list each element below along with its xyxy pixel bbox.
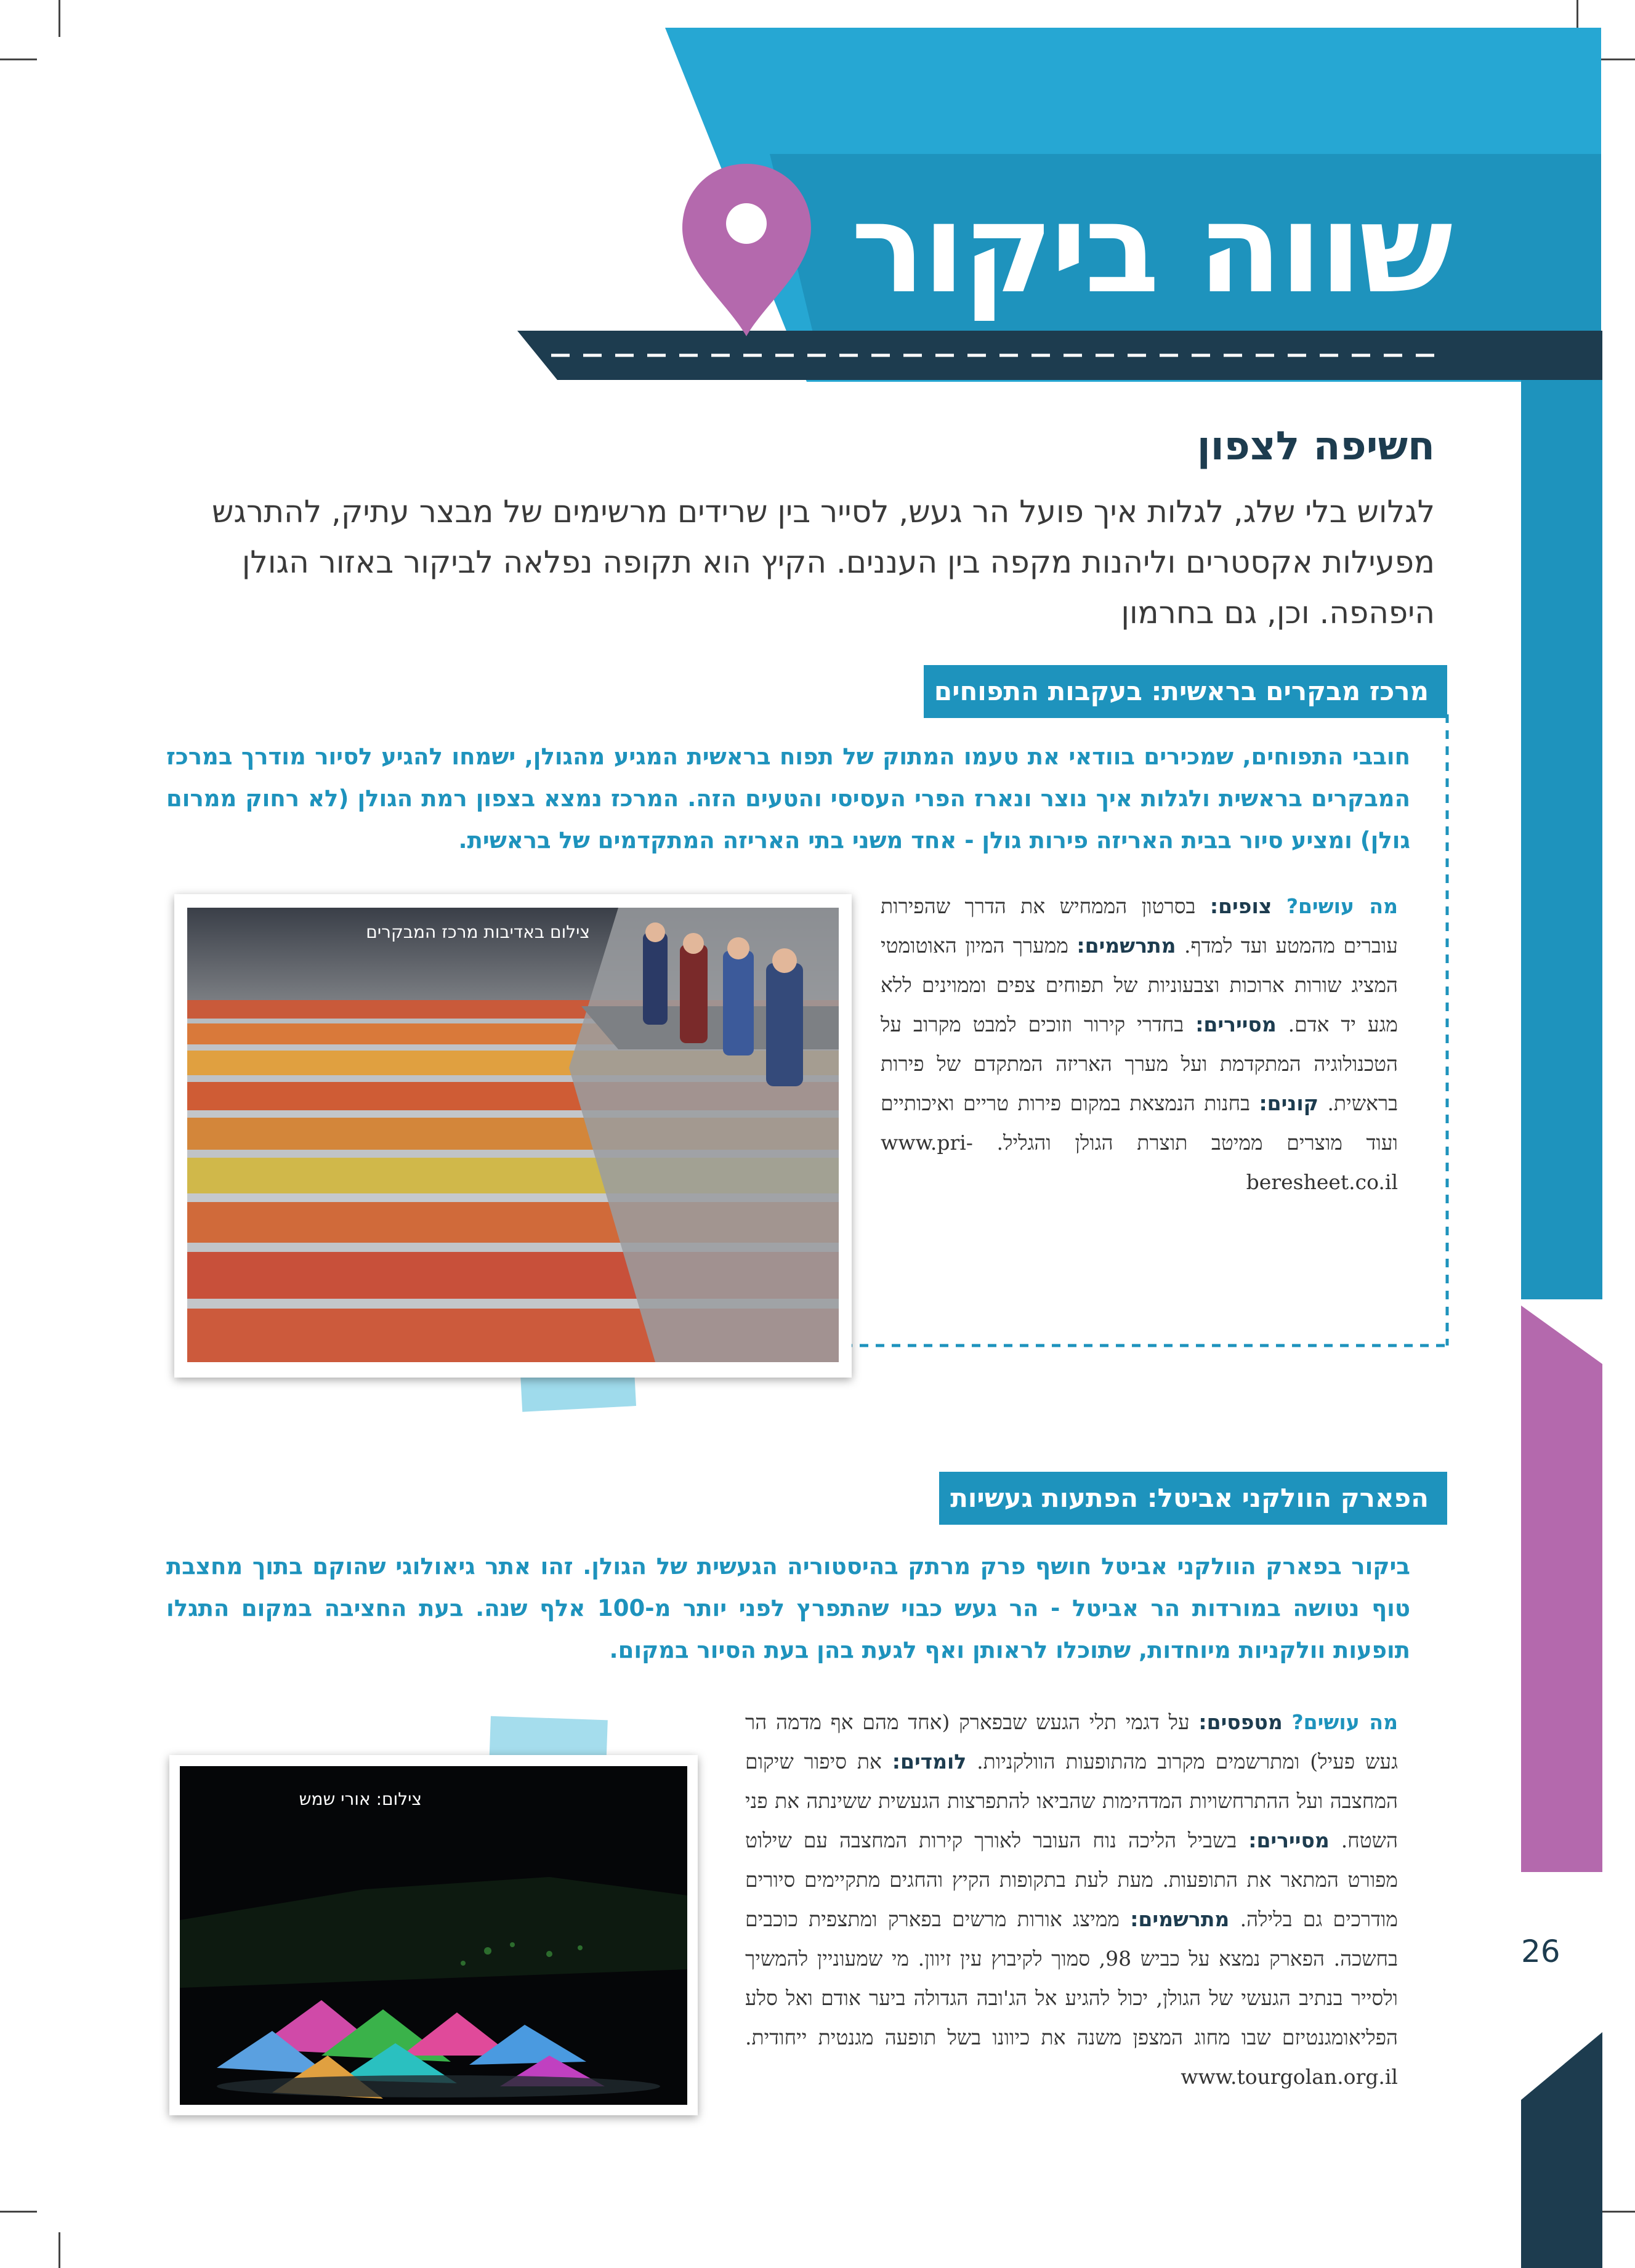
- website-link[interactable]: www.tourgolan.org.il: [1181, 2065, 1398, 2089]
- question-label: מה עושים?: [1286, 894, 1398, 918]
- keyword: קונים:: [1259, 1091, 1318, 1115]
- photo-credit: צילום באדיבות מרכז המבקרים: [366, 922, 590, 942]
- keyword: צופים:: [1209, 894, 1272, 918]
- keyword: מסיירים:: [1195, 1012, 1277, 1036]
- intro-text: לגלוש בלי שלג, לגלות איך פועל הר געש, לסייר בין שרידים מרשימים של מבצר עתיק, להתרגש מפעילות אקסטרים וליהנות מקפה בין העננים. הקיץ הוא תקופה נפלאה לביקור באזור הגולן היפהפה. וכן, גם בחרמון: [211, 494, 1435, 631]
- section-body-beresheet: מה עושים? צופים: בסרטון הממחיש את הדרך שהפירות עוברים מהמטע ועד למדף. מתרשמים: ממערך המיון האוטומטי המציג שורות ארוכות וצבעוניות של תפוחים צפים וממוינים ללא מגע יד אדם. מסיירים: בחדרי קירור וזוכים למבט מקרוב על הטכנולוגיה המתקדמת ועל מערך האריזה המתקדם של פירות בראשית. קונים: בחנות הנמצאת במקום פירות טריים ואיכותיים ועוד מוצרים ממיטב תוצרת הגולן והגליל. www.pri-beresheet.co.il: [881, 894, 1398, 1194]
- section-banner-avital: הפארק הוולקני אביטל: הפתעות געשיות: [939, 1472, 1447, 1525]
- intro-heading: חשיפה לצפון: [1197, 424, 1435, 469]
- apple-sorting-image: [187, 908, 839, 1362]
- section-banner-beresheet: מרכז מבקרים בראשית: בעקבות התפוחים: [924, 665, 1447, 718]
- photo-apple-sorting: [174, 894, 852, 1378]
- photo-volcanic-park: [169, 1755, 698, 2115]
- keyword: לומדים:: [892, 1749, 967, 1774]
- keyword: מתרשמים:: [1076, 934, 1176, 958]
- photo-credit: צילום: אורי שמש: [299, 1789, 422, 1809]
- page-title: שווה ביקור: [850, 177, 1450, 321]
- section-lead-beresheet: חובבי התפוחים, שמכירים בוודאי את טעמו המתוק של תפוח בראשית המגיע מהגולן, ישמחו להגיע לסיור מודרך במרכז המבקרים בראשית ולגלות איך נוצר ונארז הפרי העסיסי והטעים הזה. המרכז נמצא בצפון רמת הגולן (לא רחוק ממרום גולן) ומציע סיור בבית האריזה פירות גולן - אחד משני בתי האריזה המתקדמים של בראשית.: [166, 743, 1410, 854]
- keyword: מתרשמים:: [1130, 1907, 1230, 1931]
- keyword: מטפסים:: [1198, 1710, 1283, 1734]
- section-lead-avital: ביקור בפארק הוולקני אביטל חושף פרק מרתק בהיסטוריה הגעשית של הגולן. זהו אתר גיאולוגי שהוקם בתוך מחצבת טוף נטושה במורדות הר אביטל - הר געש כבוי שהתפרץ לפני יותר מ-100 אלף שנה. בעת החציבה במקום התגלו תופעות וולקניות מיוחדות, שתוכלו לראותן ואף לגעת בהן בעת הסיור במקום.: [166, 1553, 1410, 1663]
- location-pin-icon: [677, 159, 816, 341]
- keyword: מסיירים:: [1248, 1828, 1330, 1852]
- section-body-avital: מה עושים? מטפסים: על דגמי תלי הגעש שבפארק (אחד מהם אף מדמה הר געש פעיל) ומתרשמים מקרוב מהתופעות הוולקניות. לומדים: את סיפור שיקום המחצבה ועל ההתרחשויות המדהימות שהביאו להתפרצות הגעשית ששינתה את פני השטח. מסיירים: בשביל הליכה נוח העובר לאורך קירות המחצבה עם שילוט מפורט המתאר את התופעות. מעת לעת בתקופות הקיץ והחגים מתקיימים סיורים מודרכים גם בלילה. מתרשמים: ממיצג אורות מרשים בפארק ומתצפית כוכבים בחשכה. הפארק נמצא על כביש 98, סמוך לקיבוץ עין זיוון. מי שמעוניין להמשיך ולסייר בנתיב הגעשי של הגולן, יכול להגיע אל הג'ובה הגדולה ביער אודם ואל סלע הפליאומגנטיזם שבו מחוג המצפן משנה את כיוונו בשל תופעה מגנטית ייחודית. www.tourgolan.org.il: [745, 1710, 1398, 2089]
- website-link[interactable]: www.pri-beresheet.co.il: [881, 1131, 1398, 1194]
- page-number: 26: [1521, 1934, 1560, 1969]
- question-label: מה עושים?: [1291, 1710, 1398, 1734]
- volcanic-park-image: [180, 1766, 687, 2105]
